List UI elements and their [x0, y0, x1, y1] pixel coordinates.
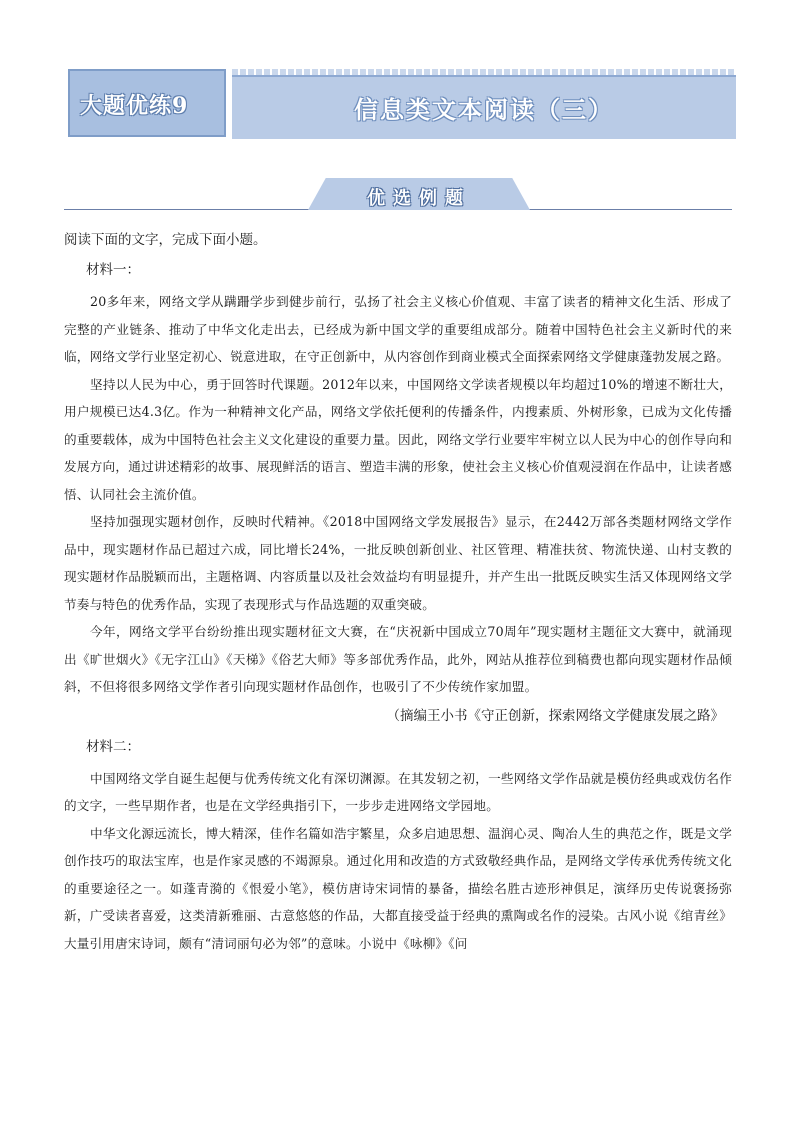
banner-title: 信息类文本阅读（三） — [354, 95, 614, 124]
banner-left-label: 大题优练9 — [80, 93, 189, 119]
material2-paragraph: 中华文化源远流长，博大精深，佳作名篇如浩宇繁星，众多启迪思想、温润心灵、陶冶人生的典范之作，既是文学创作技巧的取法宝库，也是作家灵感的不竭源泉。通过化用和改造的方式致敬经典作品，是网络文学传承优秀传统文化的重要途径之一。如蓬青漪的《恨爱小笔》，模仿唐诗宋词情的暴备，描绘名胜古迹形神俱足，演绎历史传说褒扬弥新，广受读者喜爱，这类清新雅丽、古意悠悠的作品，大都直接受益于经典的熏陶或名作的浸染。古风小说《绾青丝》大量引用唐宋诗词，颇有“清词丽句必为邻”的意味。小说中《咏柳》《问 — [64, 825, 732, 951]
material1-title: 材料一： — [86, 262, 140, 278]
material1-source: （摘编王小书《守正创新，探索网络文学健康发展之路》 — [386, 707, 724, 724]
document-body — [64, 228, 732, 957]
title-banner — [68, 69, 736, 137]
material2-paragraph: 中国网络文学自诞生起便与优秀传统文化有深切渊源。在其发轫之初，一些网络文学作品就是模仿经典或戏仿名作的文字，一些早期作者，也是在文学经典指引下，一步步走进网络文学园地。 — [64, 770, 732, 813]
material1-paragraph: 坚持以人民为中心，勇于回答时代课题。2012年以来，中国网络文学读者规模以年均超过10%的增速不断壮大，用户规模已达4.3亿。作为一种精神文化产品，网络文学依托便利的传播条件，内搜素质、外树形象，已成为文化传播的重要载体，成为中国特色社会主义文化建设的重要力量。因此，网络文学行业要牢牢树立以人民为中心的创作导向和发展方向，通过讲述精彩的故事、展现鲜活的语言、塑造丰满的形象，使社会主义核心价值观浸润在作品中，让读者感悟、认同社会主流价值。 — [64, 376, 732, 502]
section-tab-label: 优选例题 — [367, 188, 471, 209]
material1-paragraph: 20多年来，网络文学从蹒跚学步到健步前行，弘扬了社会主义核心价值观、丰富了读者的精神文化生活、形成了完整的产业链条、推动了中华文化走出去，已经成为新中国文学的重要组成部分。随着中国特色社会主义新时代的来临，网络文学行业坚定初心、锐意进取，在守正创新中，从内容创作到商业模式全面探索网络文学健康蓬勃发展之路。 — [64, 294, 732, 364]
banner-right-box — [232, 75, 736, 139]
banner-left-box — [68, 69, 226, 137]
material1-paragraph: 今年，网络文学平台纷纷推出现实题材征文大赛，在“庆祝新中国成立70周年”现实题材主题征文大赛中，就涌现出《旷世烟火》《无字江山》《天梯》《俗艺大师》等多部优秀作品，此外，网站从推荐位到稿费也都向现实题材作品倾斜，不但将很多网络文学作者引向现实题材作品创作，也吸引了不少传统作家加盟。 — [64, 624, 732, 694]
instruction: 阅读下面的文字，完成下面小题。 — [64, 232, 267, 248]
section-header — [64, 178, 732, 214]
material1-paragraph: 坚持加强现实题材创作，反映时代精神。《2018中国网络文学发展报告》显示，在2442万部各类题材网络文学作品中，现实题材作品已超过六成，同比增长24%，一批反映创新创业、社区管理、精准扶贫、物流快递、山村支教的现实题材作品脱颖而出，主题格调、内容质量以及社会效益均有明显提升，并产生出一批既反映实生活又体现网络文学节奏与特色的优秀作品，实现了表现形式与作品选题的双重突破。 — [64, 514, 732, 612]
material2-title: 材料二： — [86, 738, 140, 755]
